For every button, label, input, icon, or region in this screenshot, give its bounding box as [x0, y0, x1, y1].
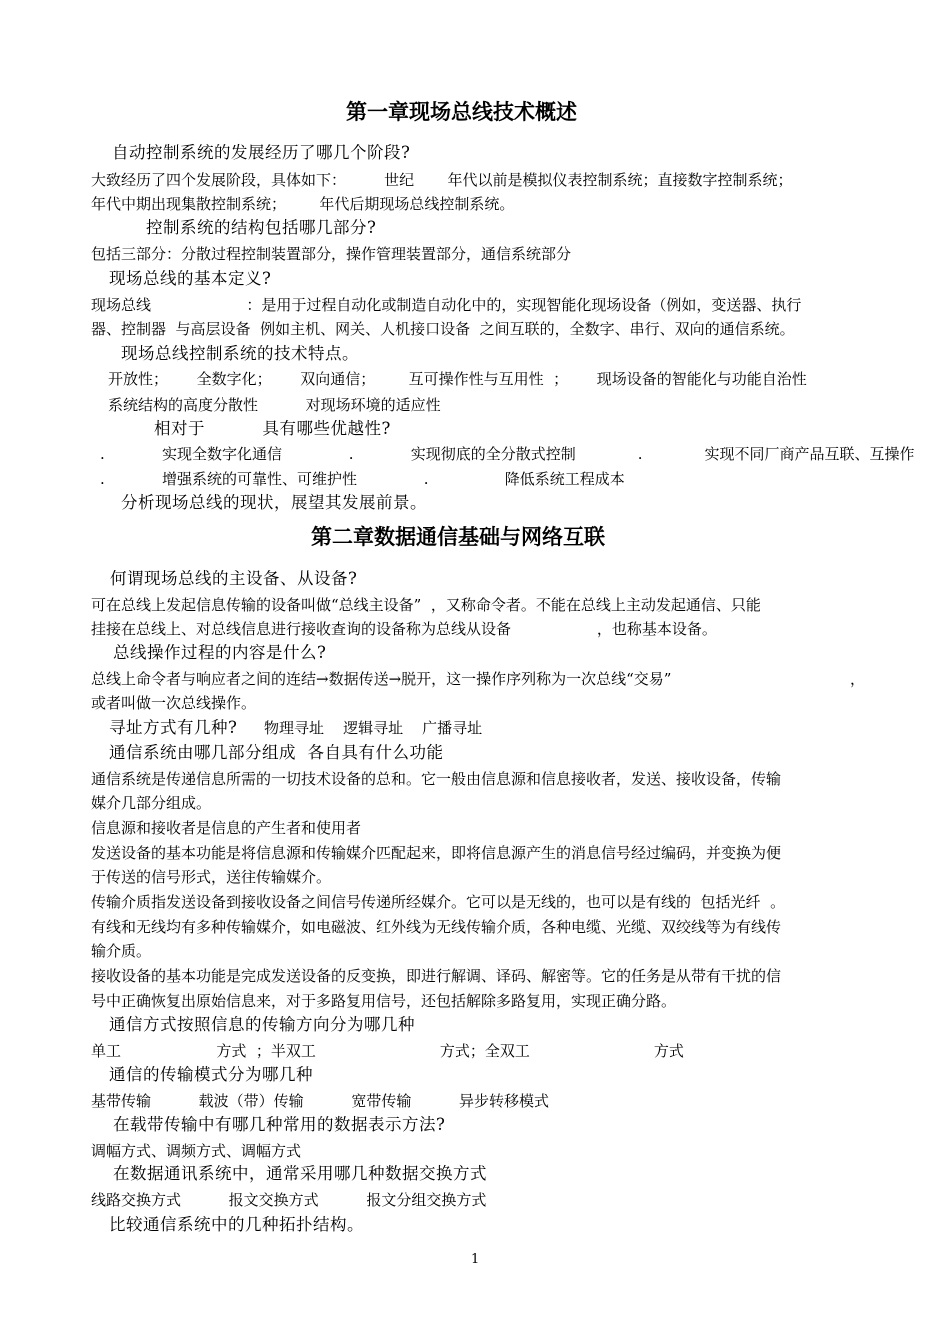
- chapter2-answer-6: 基带传输 载波（带）传输 宽带传输 异步转移模式: [91, 1092, 550, 1110]
- chapter1-answer-5-line2: . 增强系统的可靠性、可维护性 . 降低系统工程成本: [100, 470, 625, 488]
- chapter2-title: 第二章数据通信基础与网络互联: [311, 524, 605, 549]
- chapter2-answer-5: 单工 方式 ；半双工 方式；全双工 方式: [91, 1042, 684, 1060]
- chapter2-question-8: 在数据通讯系统中，通常采用哪几种数据交换方式: [113, 1164, 487, 1183]
- chapter2-answer-2-line2: 或者叫做一次总线操作。: [91, 694, 257, 712]
- chapter2-answer-2-comma: ，: [850, 670, 866, 688]
- chapter1-question-1: 自动控制系统的发展经历了哪几个阶段?: [112, 143, 411, 162]
- chapter2-question-7: 在载带传输中有哪几种常用的数据表示方法?: [113, 1115, 446, 1134]
- chapter1-answer-1-line1: 大致经历了四个发展阶段，具体如下： 世纪 年代以前是模拟仪表控制系统；直接数字控制系统；: [91, 171, 793, 189]
- chapter1-answer-5-line1: . 实现全数字化通信 . 实现彻底的全分散式控制 . 实现不同厂商产品互联、互操作: [100, 445, 915, 463]
- chapter1-answer-4-line2: 系统结构的高度分散性 对现场环境的适应性: [108, 396, 441, 414]
- chapter2-answer-1-line1: 可在总线上发起信息传输的设备叫做“总线主设备” ，又称命令者。不能在总线上主动发起通信、只能: [91, 596, 761, 614]
- chapter2-answer-4-p3-line1: 发送设备的基本功能是将信息源和传输媒介匹配起来，即将信息源产生的消息信号经过编码，并变换为便: [91, 844, 782, 862]
- chapter1-answer-2: 包括三部分：分散过程控制装置部分，操作管理装置部分，通信系统部分: [91, 245, 572, 263]
- chapter2-answer-4-p2: 信息源和接收者是信息的产生者和使用者: [91, 819, 362, 837]
- chapter1-question-5: 相对于 具有哪些优越性?: [154, 419, 391, 438]
- chapter1-question-3: 现场总线的基本定义?: [109, 269, 272, 288]
- chapter1-answer-1-line2: 年代中期出现集散控制系统； 年代后期现场总线控制系统。: [91, 195, 515, 213]
- chapter2-answer-4-p3-line2: 于传送的信号形式，送往传输媒介。: [91, 868, 332, 886]
- chapter2-question-3: 寻址方式有几种?: [109, 718, 238, 737]
- chapter1-answer-3-line1: 现场总线 ：是用于过程自动化或制造自动化中的，实现智能化现场设备（例如，变送器、执行: [91, 296, 802, 314]
- chapter1-question-6: 分析现场总线的现状，展望其发展前景。: [121, 493, 427, 512]
- chapter2-question-9: 比较通信系统中的几种拓扑结构。: [109, 1215, 364, 1234]
- chapter2-answer-3: 物理寻址 逻辑寻址 广播寻址: [264, 719, 483, 737]
- chapter2-answer-8: 线路交换方式 报文交换方式 报文分组交换方式: [91, 1191, 487, 1209]
- chapter2-answer-4-p4-line2: 有线和无线均有多种传输媒介，如电磁波、红外线为无线传输介质，各种电缆、光缆、双绞线等为有线传: [91, 918, 782, 936]
- chapter1-answer-3-line2: 器、控制器 与高层设备 例如主机、网关、人机接口设备 之间互联的，全数字、串行、双向的通信系统。: [91, 320, 795, 338]
- chapter2-question-2: 总线操作过程的内容是什么?: [113, 643, 327, 662]
- chapter1-title: 第一章现场总线技术概述: [346, 99, 577, 124]
- chapter1-answer-4-line1: 开放性； 全数字化； 双向通信； 互可操作性与互用性 ； 现场设备的智能化与功能自治性: [108, 370, 807, 388]
- chapter2-question-6: 通信的传输模式分为哪几种: [109, 1065, 313, 1084]
- chapter2-answer-4-p1-line1: 通信系统是传递信息所需的一切技术设备的总和。它一般由信息源和信息接收者，发送、接收设备，传输: [91, 770, 782, 788]
- chapter2-answer-4-p1-line2: 媒介几部分组成。: [91, 794, 212, 812]
- page-number: 1: [471, 1252, 480, 1267]
- chapter2-question-4: 通信系统由哪几部分组成 各自具有什么功能: [109, 743, 444, 762]
- chapter2-answer-4-p5-line1: 接收设备的基本功能是完成发送设备的反变换，即进行解调、译码、解密等。它的任务是从带有干扰的信: [91, 967, 782, 985]
- chapter2-answer-7: 调幅方式、调频方式、调幅方式: [91, 1142, 302, 1160]
- chapter2-answer-2-line1: 总线上命令者与响应者之间的连结→数据传送→脱开，这一操作序列称为一次总线“交易”: [91, 670, 672, 688]
- chapter2-answer-4-p4-line3: 输介质。: [91, 942, 152, 960]
- chapter2-answer-4-p4-line1: 传输介质指发送设备到接收设备之间信号传递所经媒介。它可以是无线的，也可以是有线的 包括光纤 。: [91, 893, 786, 911]
- chapter2-question-5: 通信方式按照信息的传输方向分为哪几种: [109, 1015, 415, 1034]
- chapter2-answer-4-p5-line2: 号中正确恢复出原始信息来，对于多路复用信号，还包括解除多路复用，实现正确分路。: [91, 992, 677, 1010]
- chapter2-answer-1-line2: 挂接在总线上、对总线信息进行接收查询的设备称为总线从设备 ，也称基本设备。: [91, 620, 717, 638]
- chapter1-question-4: 现场总线控制系统的技术特点。: [121, 344, 359, 363]
- chapter1-question-2: 控制系统的结构包括哪几部分?: [146, 218, 377, 237]
- chapter2-question-1: 何谓现场总线的主设备、从设备?: [110, 569, 358, 588]
